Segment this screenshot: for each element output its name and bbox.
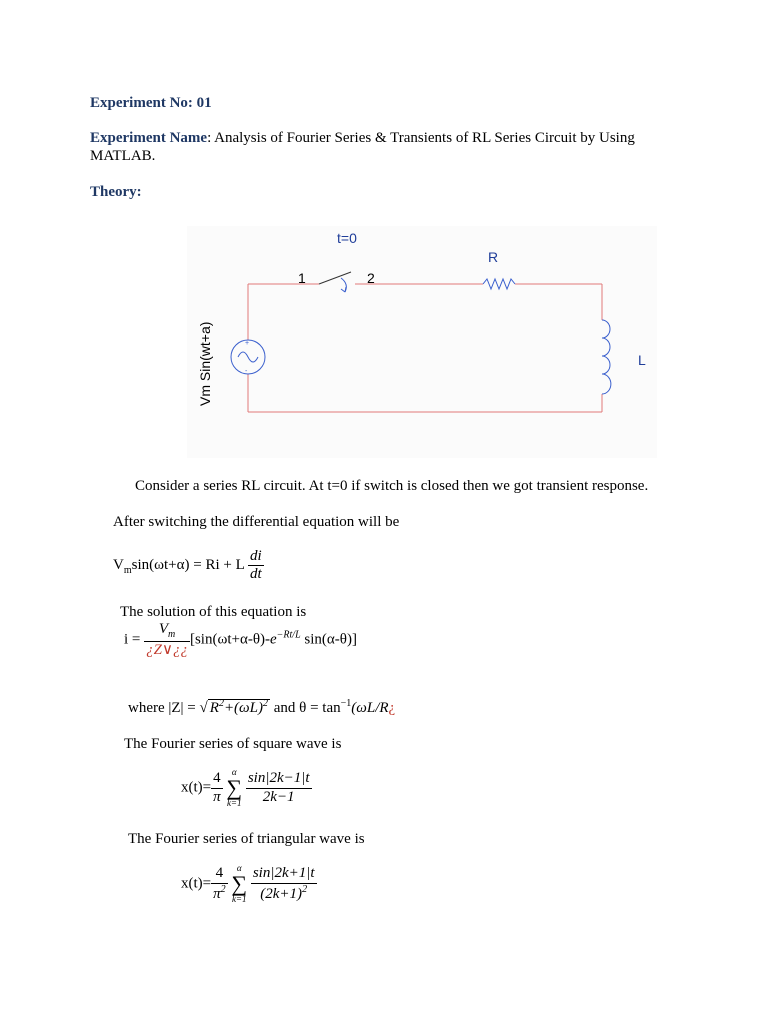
source-minus: - bbox=[245, 368, 248, 375]
inductor-label: L bbox=[638, 352, 646, 368]
sol-num: $V_m$ bbox=[158, 621, 176, 640]
source-label: Vm Sin(wt+a) bbox=[197, 321, 213, 406]
sq-sum-icon: α ∑ k=1 bbox=[226, 767, 243, 808]
source-plus: + bbox=[245, 340, 250, 347]
sol-e: e bbox=[270, 631, 277, 648]
where-q: ¿ bbox=[388, 700, 396, 716]
tri-sum-icon: α ∑ k=1 bbox=[231, 863, 248, 904]
eq1-rest: sin(ωt+α) = Ri + L bbox=[131, 557, 245, 574]
where-and: and θ = bbox=[269, 700, 323, 716]
solution-paragraph: The solution of this equation is bbox=[120, 604, 307, 620]
node-1-label: 1 bbox=[298, 270, 306, 286]
sol-den: ¿Z∨¿¿ bbox=[146, 641, 188, 658]
theory-heading: Theory: bbox=[90, 184, 142, 200]
experiment-name-label: Experiment Name bbox=[90, 130, 208, 146]
sol-i: i = bbox=[124, 631, 141, 648]
experiment-name-text: : Analysis of Fourier Series & Transients of RL Series Circuit by Using bbox=[207, 130, 635, 146]
sq-term: $\frac{\sin⁡|2k-1|t}{2k-1}$ bbox=[247, 770, 310, 805]
triangular-wave-formula bbox=[181, 864, 317, 904]
resistor-label: R bbox=[488, 249, 499, 265]
sol-bracket: [sin(ωt+α-θ)- bbox=[189, 631, 270, 648]
eq1-fraction bbox=[248, 548, 264, 584]
where-radicand: $R^2+(\omega L)^2$ bbox=[209, 698, 268, 716]
experiment-number: Experiment No: 01 bbox=[90, 95, 212, 111]
sq-coef: $\frac{4}{\pi}$ bbox=[213, 770, 221, 805]
square-wave-title: The Fourier series of square wave is bbox=[124, 736, 342, 752]
tri-term: $\frac{\sin⁡|2k+1|t}{(2k+1)^2}$ bbox=[252, 865, 315, 902]
circuit-background bbox=[187, 226, 657, 458]
solution-equation bbox=[124, 621, 357, 659]
differential-equation bbox=[113, 548, 264, 584]
after-paragraph: After switching the differential equation will be bbox=[113, 514, 400, 530]
experiment-name-text-cont: MATLAB. bbox=[90, 148, 156, 164]
tri-coef: $\frac{4}{\pi^2}$ bbox=[213, 865, 226, 902]
eq1-sub: m bbox=[123, 565, 132, 577]
eq1-v: V bbox=[113, 557, 124, 574]
consider-paragraph: Consider a series RL circuit. At t=0 if switch is closed then we got transient response. bbox=[135, 478, 649, 494]
sol-tail: sin(α-θ)] bbox=[300, 631, 357, 648]
experiment-name bbox=[90, 130, 635, 147]
eq1-num: di bbox=[249, 548, 262, 564]
sol-fraction bbox=[144, 621, 190, 659]
where-tan: tan bbox=[322, 700, 341, 716]
node-2-label: 2 bbox=[367, 270, 375, 286]
tri-lhs: x(t)= bbox=[181, 875, 212, 892]
square-wave-formula bbox=[181, 768, 312, 808]
sol-exp: −Rt/L bbox=[276, 629, 301, 641]
triangular-wave-title: The Fourier series of triangular wave is bbox=[128, 831, 365, 847]
where-clause bbox=[128, 698, 395, 717]
sqrt-icon: √ bbox=[199, 700, 208, 716]
where-tan-exp: −1 bbox=[340, 698, 352, 709]
where-text: where |Z| = bbox=[128, 700, 200, 716]
where-arg: (ωL/R bbox=[351, 700, 389, 716]
eq1-den: dt bbox=[249, 566, 262, 583]
switch-time-label: t=0 bbox=[337, 230, 357, 246]
rl-circuit-diagram bbox=[187, 226, 657, 458]
sq-lhs: x(t)= bbox=[181, 779, 212, 796]
